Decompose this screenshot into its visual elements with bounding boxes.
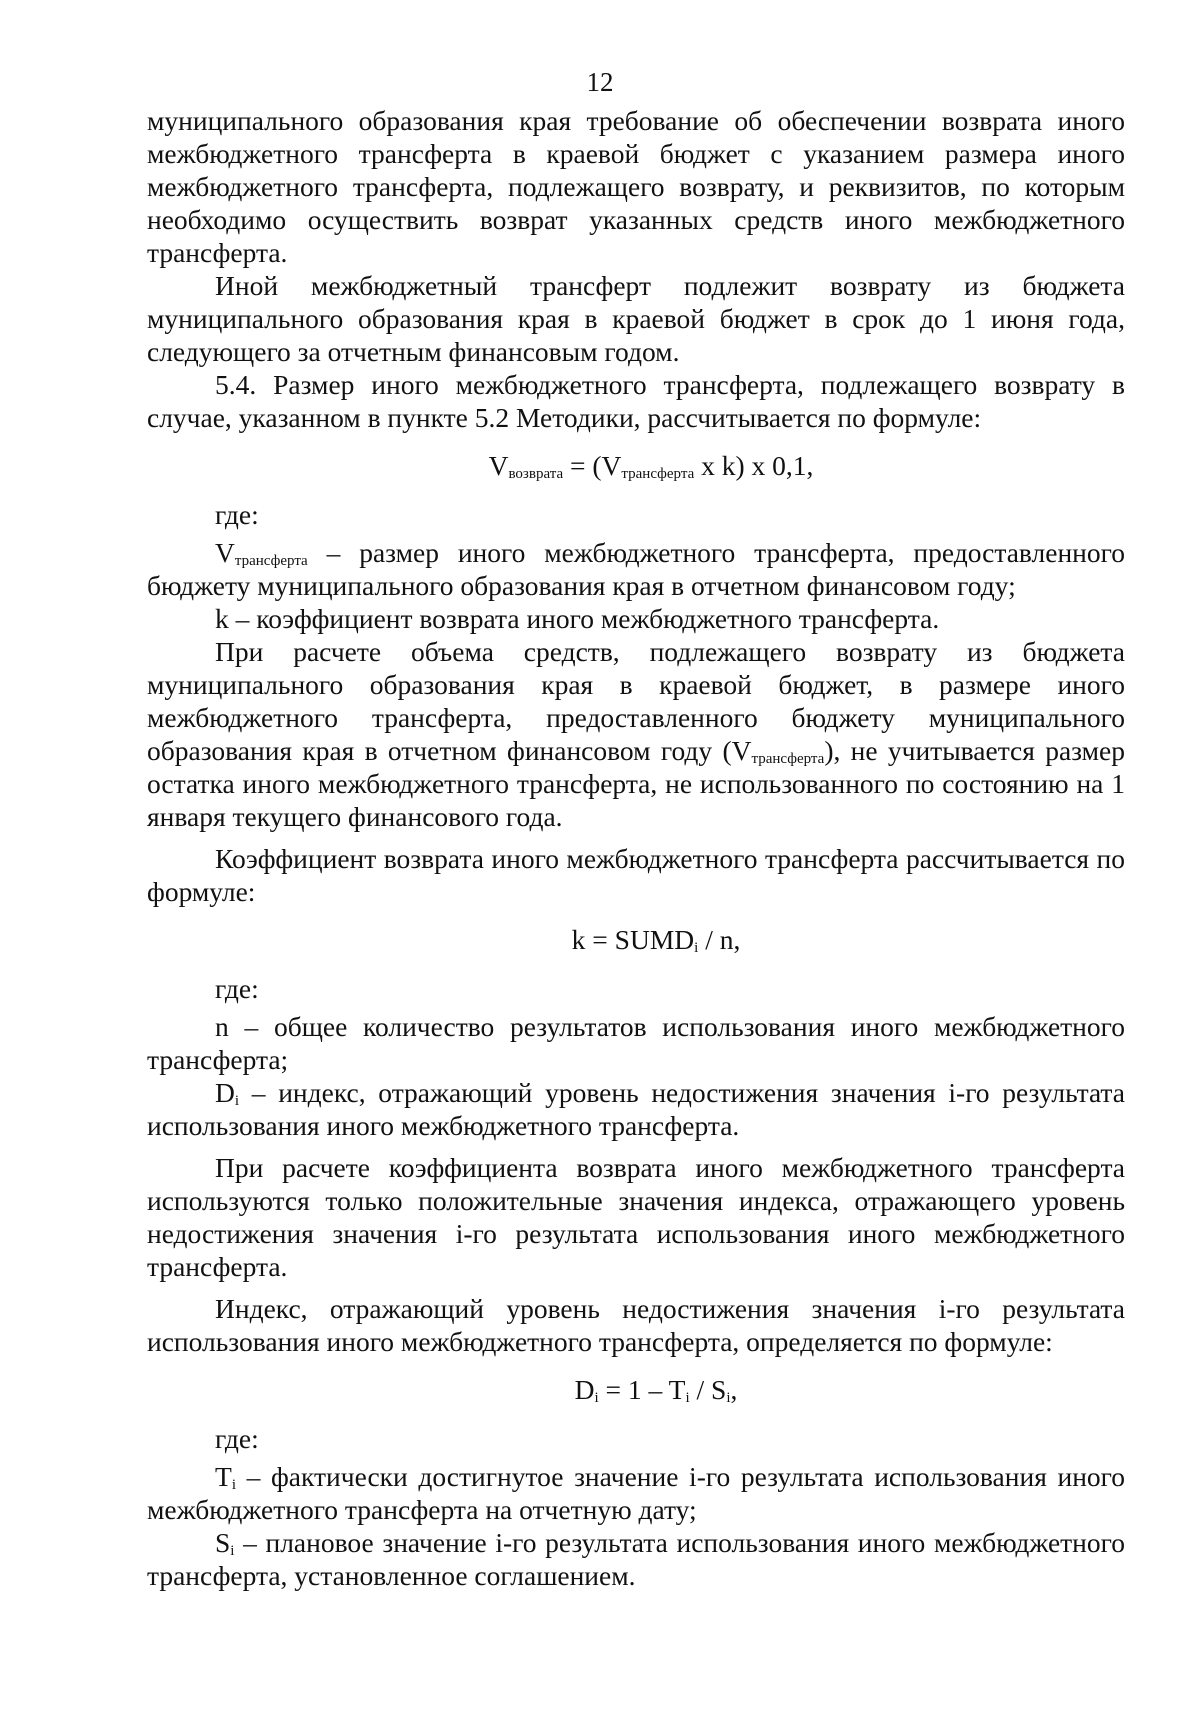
definition-k: k – коэффициент возврата иного межбюджетного трансферта. [215,603,940,634]
definition-s: $S_i$ – плановое значение i-го результата использования иного межбюджетного трансферта, установленное соглашением. [147,1527,1125,1591]
where-label-2: где: [215,973,259,1004]
where-label-3: где: [215,1423,259,1454]
definition-t: $T_i$ – фактически достигнутое значение i-го результата использования иного межбюджетного трансферта на отчетную дату; [147,1461,1125,1525]
definition-d: $D_i$ – индекс, отражающий уровень недостижения значения i-го результата использования иного межбюджетного трансферта. [147,1077,1125,1141]
formula-d: $D_i = 1 - T_i / S_i$, [574,1374,738,1406]
formula-v-vozvrata: $V_{возврата} = (V_{трансферта}$ x k) x 0,1, [488,450,814,482]
paragraph-6: При расчете коэффициента возврата иного межбюджетного трансферта используются только положительные значения индекса, отражающего уровень недостижения значения i-го результата использования иного межбюджетного трансферта. [147,1152,1125,1282]
where-label-1: где: [215,499,259,530]
paragraph-3: 5.4. Размер иного межбюджетного трансферта, подлежащего возврату в случае, указанном в пункте 5.2 Методики, рассчитывается по формуле: [147,369,1125,433]
paragraph-2: Иной межбюджетный трансферт подлежит возврату из бюджета муниципального образования края в краевой бюджет в срок до 1 июня года, следующего за отчетным финансовым годом. [147,270,1125,367]
formula-k: $k = SUMD_i / n$, [571,924,741,956]
definition-n: n – общее количество результатов использования иного межбюджетного трансферта; [147,1011,1125,1075]
paragraph-4: При расчете объема средств, подлежащего возврату из бюджета муниципального образования края в краевой бюджет, в размере иного межбюджетного трансферта, предоставленного бюджету муниципального образования края в отчетном финансовом году $(V_{трансферта})$, не учитывается размер остатка иного межбюджетного трансферта, не использованного по состоянию на 1 января текущего финансового года. [147,636,1126,832]
paragraph-7: Индекс, отражающий уровень недостижения значения i-го результата использования иного межбюджетного трансферта, определяется по формуле: [147,1293,1125,1357]
page-number: 12 [586,67,614,97]
paragraph-5: Коэффициент возврата иного межбюджетного трансферта рассчитывается по формуле: [147,843,1125,907]
document-body [147,104,1125,1592]
definition-v-transferta: $V_{трансферта}$ – размер иного межбюджетного трансферта, предоставленного бюджету муниципального образования края в отчетном финансовом году; [147,537,1125,601]
paragraph-1: муниципального образования края требование об обеспечении возврата иного межбюджетного трансферта в краевой бюджет с указанием размера иного межбюджетного трансферта, подлежащего возврату, и реквизитов, по которым необходимо осуществить возврат указанных средств иного межбюджетного трансферта. [147,105,1125,268]
